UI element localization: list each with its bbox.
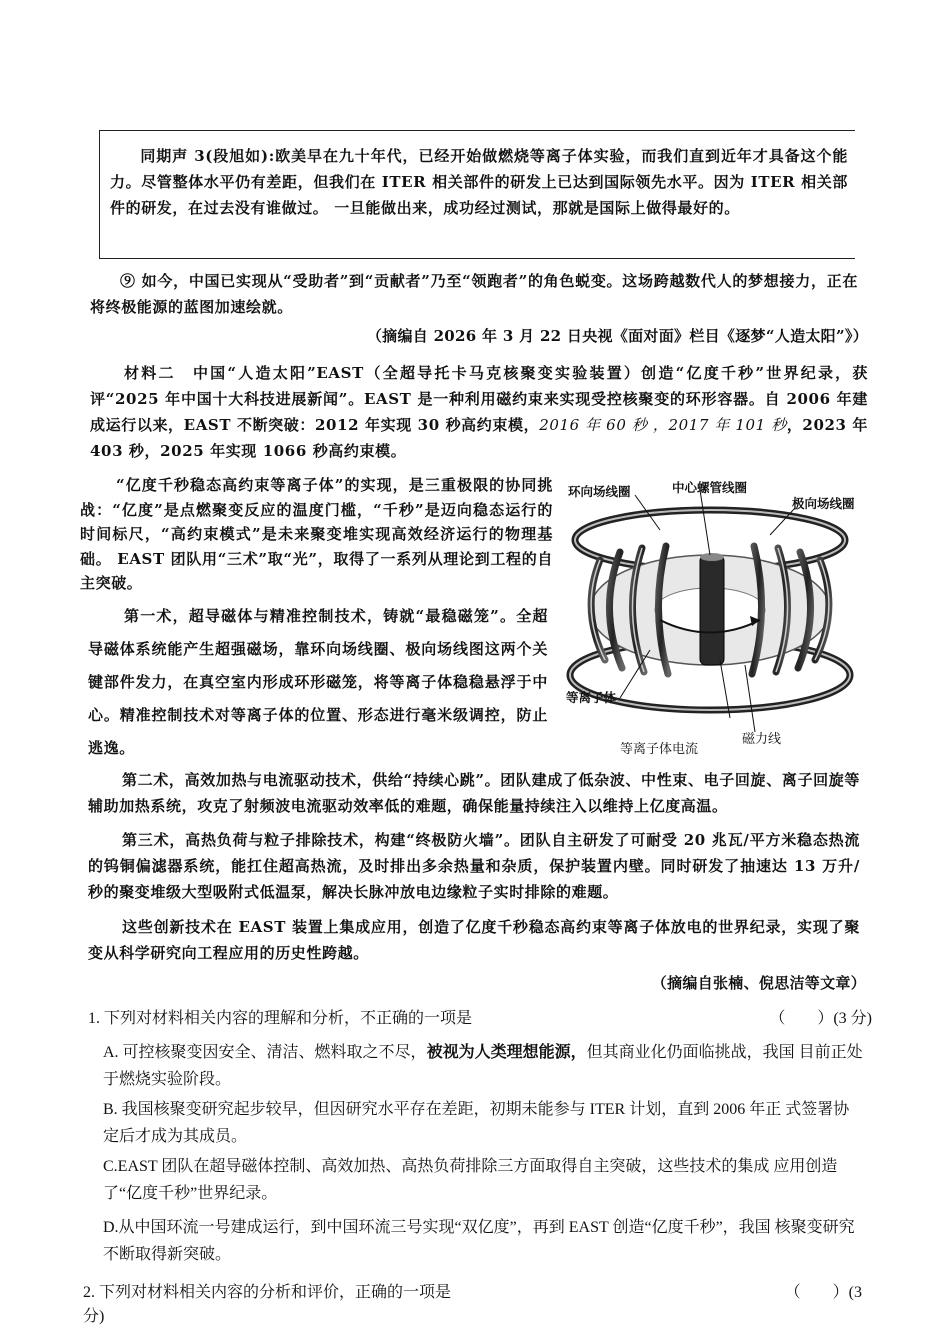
label-plasma: 等离子体	[566, 690, 617, 705]
question-2-score-tail: 分)	[83, 1308, 105, 1325]
source-citation-2: （摘编自张楠、倪思洁等文章）	[651, 974, 866, 992]
tokamak-illustration	[560, 470, 870, 760]
east-diagram	[560, 470, 870, 760]
question-1-stem: 1. 下列对材料相关内容的理解和分析，不正确的一项是	[88, 1010, 473, 1027]
material-two-label: 材料二	[124, 364, 176, 382]
question-1-option-a[interactable]	[103, 1039, 863, 1093]
material-two-text-a: 中国“人造太阳”EAST（全超导托卡马克核聚变实验装置）创造“亿度千秒”世界纪录，获评“2025 年中国十大科技进展新闻”。EAST 是一种利用磁约束来实现受控核聚变的环形容器。自 2006 年建成运行以来，EAST 不断突破：2012 年实现 30 秒高约束模，	[90, 364, 868, 434]
material-two-text-b: ，2023 年 403 秒，2025 年实现 1066 秒高约束模。	[90, 416, 869, 460]
question-1-option-d[interactable]: D.从中国环流一号建成运行，到中国环流三号实现“双亿度”，再到 EAST 创造“亿度千秒”，我国 核聚变研究不断取得新突破。	[103, 1219, 855, 1263]
option-a-text-post: 但其商业化仍面临挑战，我国 目前正处于燃烧实验阶段。	[103, 1044, 863, 1088]
question-1-score: （ ）(3 分)	[769, 1010, 872, 1027]
label-poloidal-coil: 极向场线圈	[792, 496, 855, 511]
quote-box-title: 同期声	[140, 147, 189, 165]
source-citation-1: （摘编自 2026 年 3 月 22 日央视《面对面》栏目《逐梦“人造太阳”》）	[366, 327, 868, 345]
label-field-line: 磁力线	[742, 732, 782, 747]
paragraph-triple-limit: “亿度千秒稳态高约束等离子体”的实现，是三重极限的协同挑战：“亿度”是点燃聚变反应的温度门槛，“千秒”是迈向稳态运行的时间标尺，“高约束模式”是未来聚变堆实现高效经济运行的物理基础。 EAST 团队用“三术”取“光”，取得了一系列从理论到工程的自主突破。	[80, 476, 553, 592]
question-1-option-b[interactable]: B. 我国核聚变研究起步较早，但因研究水平存在差距，初期未能参与 ITER 计划，直到 2006 年正 式签署协定后才成为其成员。	[103, 1101, 850, 1145]
paragraph-conclusion: 这些创新技术在 EAST 装置上集成应用，创造了亿度千秒稳态高约束等离子体放电的世界纪录，实现了聚变从科学研究向工程应用的历史性跨越。	[88, 918, 860, 962]
paragraph-first-technique: 第一术，超导磁体与精准控制技术，铸就“最稳磁笼”。全超导磁体系统能产生超强磁场，靠环向场线圈、极向场线图这两个关键部件发力，在真空室内形成环形磁笼，将等离子体稳稳悬浮于中心。精准控制技术对等离子体的位置、形态进行毫米级调控，防止逃逸。	[88, 607, 548, 757]
option-a-text-pre: A. 可控核聚变因安全、清洁、燃料取之不尽，	[103, 1044, 427, 1061]
material-two-text-italic: 2016 年 60 秒 ，2017 年 101 秒	[539, 416, 787, 434]
question-1-option-c[interactable]: C.EAST 团队在超导磁体控制、高效加热、高热负荷排除三方面取得自主突破，这些技术的集成 应用创造了“亿度千秒”世界纪录。	[103, 1158, 838, 1202]
question-2-stem: 2. 下列对材料相关内容的分析和评价，正确的一项是	[83, 1284, 452, 1301]
quote-box-body: 3(段旭如):欧美早在九十年代，已经开始做燃烧等离子体实验，而我们直到近年才具备这个能力。尽管整体水平仍有差距，但我们在 ITER 相关部件的研发上已达到国际领先水平。因为 ITER 相关部件的研发，在过去没有谁做过。 一旦能做出来，成功经过测试，那就是国际上做得最好的。	[110, 147, 848, 217]
paragraph-third-technique: 第三术，高热负荷与粒子排除技术，构建“终极防火墙”。团队自主研发了可耐受 20 兆瓦/平方米稳态热流的钨铜偏滤器系统，能扛住超高热流，及时排出多余热量和杂质，保护装置内壁。同时研发了抽速达 13 万升/秒的聚变堆级大型吸附式低温泵，解决长脉冲放电边缘粒子实时排除的难题。	[88, 831, 860, 901]
material-two-paragraph	[90, 360, 868, 464]
paragraph-9: ⑨ 如今，中国已实现从“受助者”到“贡献者”乃至“领跑者”的角色蜕变。这场跨越数代人的梦想接力，正在将终极能源的蓝图加速绘就。	[90, 272, 858, 316]
label-toroidal-coil: 环向场线圈	[568, 484, 631, 499]
question-2-score: （ ）(3	[784, 1284, 862, 1301]
quote-box-text	[110, 143, 848, 221]
label-plasma-current: 等离子体电流	[620, 742, 699, 757]
label-central-solenoid: 中心螺管线圈	[672, 480, 748, 495]
option-a-text-bold: 被视为人类理想能源，	[426, 1044, 587, 1061]
paragraph-second-technique: 第二术，高效加热与电流驱动技术，供给“持续心跳”。团队建成了低杂波、中性束、电子回旋、离子回旋等辅助加热系统，攻克了射频波电流驱动效率低的难题，确保能量持续注入以维持上亿度高温。	[88, 771, 860, 815]
